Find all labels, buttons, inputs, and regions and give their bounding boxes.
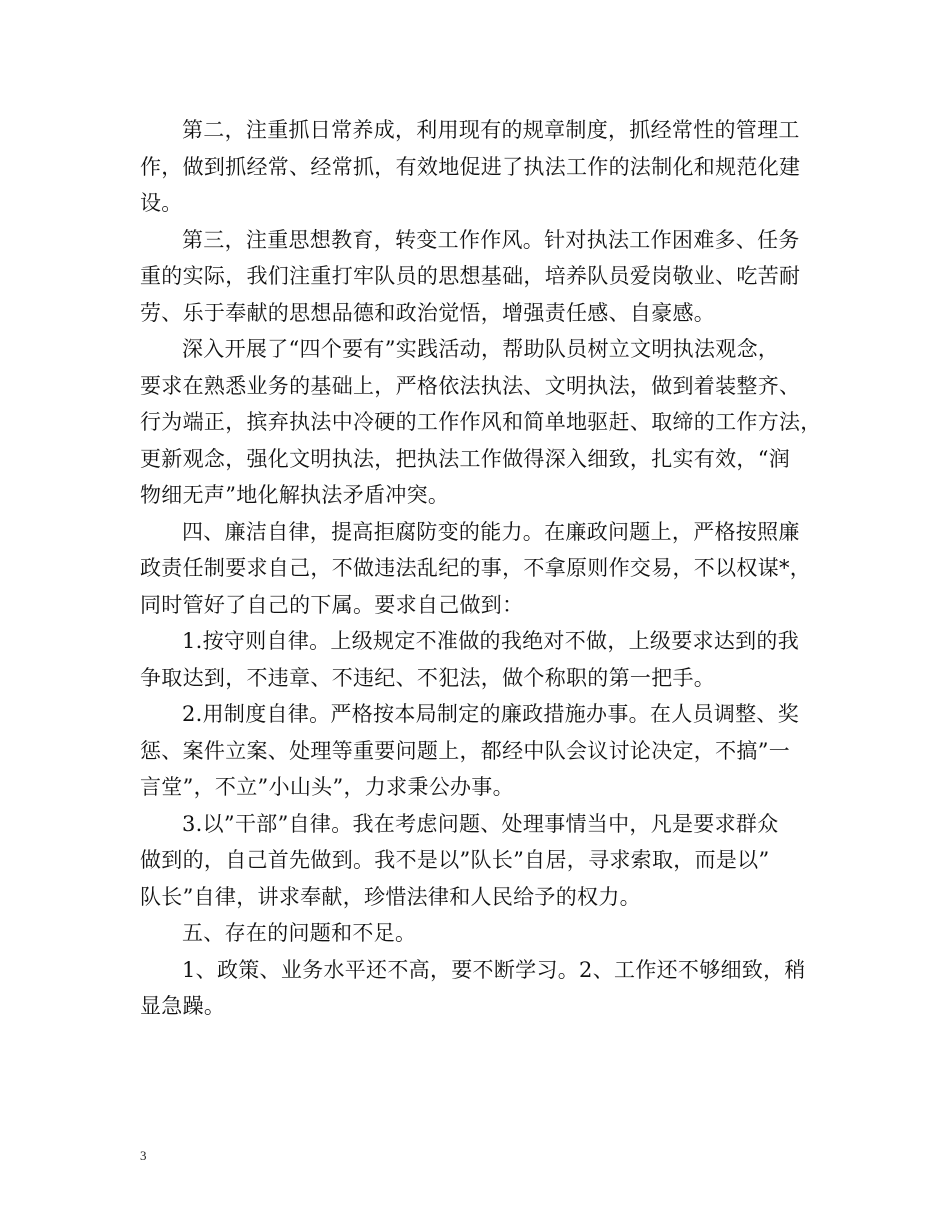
paragraph-line: 重的实际，我们注重打牢队员的思想基础，培养队员爱岗敬业、吃苦耐 <box>140 264 801 288</box>
section-heading-line: 四、廉洁自律，提高拒腐防变的能力。在廉政问题上，严格按照廉 <box>182 519 800 544</box>
section-heading-line: 五、存在的问题和不足。 <box>182 921 417 945</box>
paragraph-line: 第三，注重思想教育，转变工作作风。针对执法工作困难多、任务 <box>182 227 800 252</box>
paragraph-line: 作，做到抓经常、经常抓，有效地促进了执法工作的法制化和规范化建 <box>140 154 801 179</box>
list-item-line: 争取达到，不违章、不违纪、不犯法，做个称职的第一把手。 <box>140 665 716 690</box>
list-item-line: 做到的，自己首先做到。我不是以”队长”自居，寻求索取，而是以” <box>140 848 770 872</box>
paragraph-line: 显急躁。 <box>140 994 226 1018</box>
paragraph-line: 物细无声”地化解执法矛盾冲突。 <box>140 483 450 507</box>
paragraph-line: 劳、乐于奉献的思想品德和政治觉悟，增强责任感、自豪感。 <box>140 300 716 325</box>
paragraph-line: 深入开展了“四个要有”实践活动，帮助队员树立文明执法观念， <box>182 337 780 361</box>
paragraph-line: 设。 <box>140 191 183 215</box>
paragraph-line: 同时管好了自己的下属。要求自己做到： <box>140 592 524 617</box>
list-item-line: 言堂”，不立”小山头”，力求秉公办事。 <box>140 775 514 799</box>
list-item-line: 队长”自律，讲求奉献，珍惜法律和人民给予的权力。 <box>140 884 641 909</box>
document-body <box>140 112 822 1025</box>
paragraph-line: 第二，注重抓日常养成，利用现有的规章制度，抓经常性的管理工 <box>182 118 800 142</box>
page-number: 3 <box>140 1148 147 1163</box>
paragraph-line: 行为端正，摈弃执法中冷硬的工作作风和简单地驱赶、取缔的工作方法， <box>140 410 822 434</box>
list-item-line: 惩、案件立案、处理等重要问题上，都经中队会议讨论决定，不搞”一 <box>140 738 791 763</box>
list-item-line: 1.按守则自律。上级规定不准做的我绝对不做，上级要求达到的我 <box>182 629 800 653</box>
list-item-line: 3.以”干部”自律。我在考虑问题、处理事情当中，凡是要求群众 <box>182 811 779 836</box>
list-item-line: 2.用制度自律。严格按本局制定的廉政措施办事。在人员调整、奖 <box>182 702 800 726</box>
paragraph-line: 政责任制要求自己，不做违法乱纪的事，不拿原则作交易，不以权谋*， <box>140 556 812 580</box>
paragraph-line: 要求在熟悉业务的基础上，严格依法执法、文明执法，做到着装整齐、 <box>140 373 801 398</box>
paragraph-line: 1、政策、业务水平还不高，要不断学习。2、工作还不够细致，稍 <box>182 957 806 982</box>
paragraph-line: 更新观念，强化文明执法，把执法工作做得深入细致，扎实有效，“润 <box>140 446 791 471</box>
